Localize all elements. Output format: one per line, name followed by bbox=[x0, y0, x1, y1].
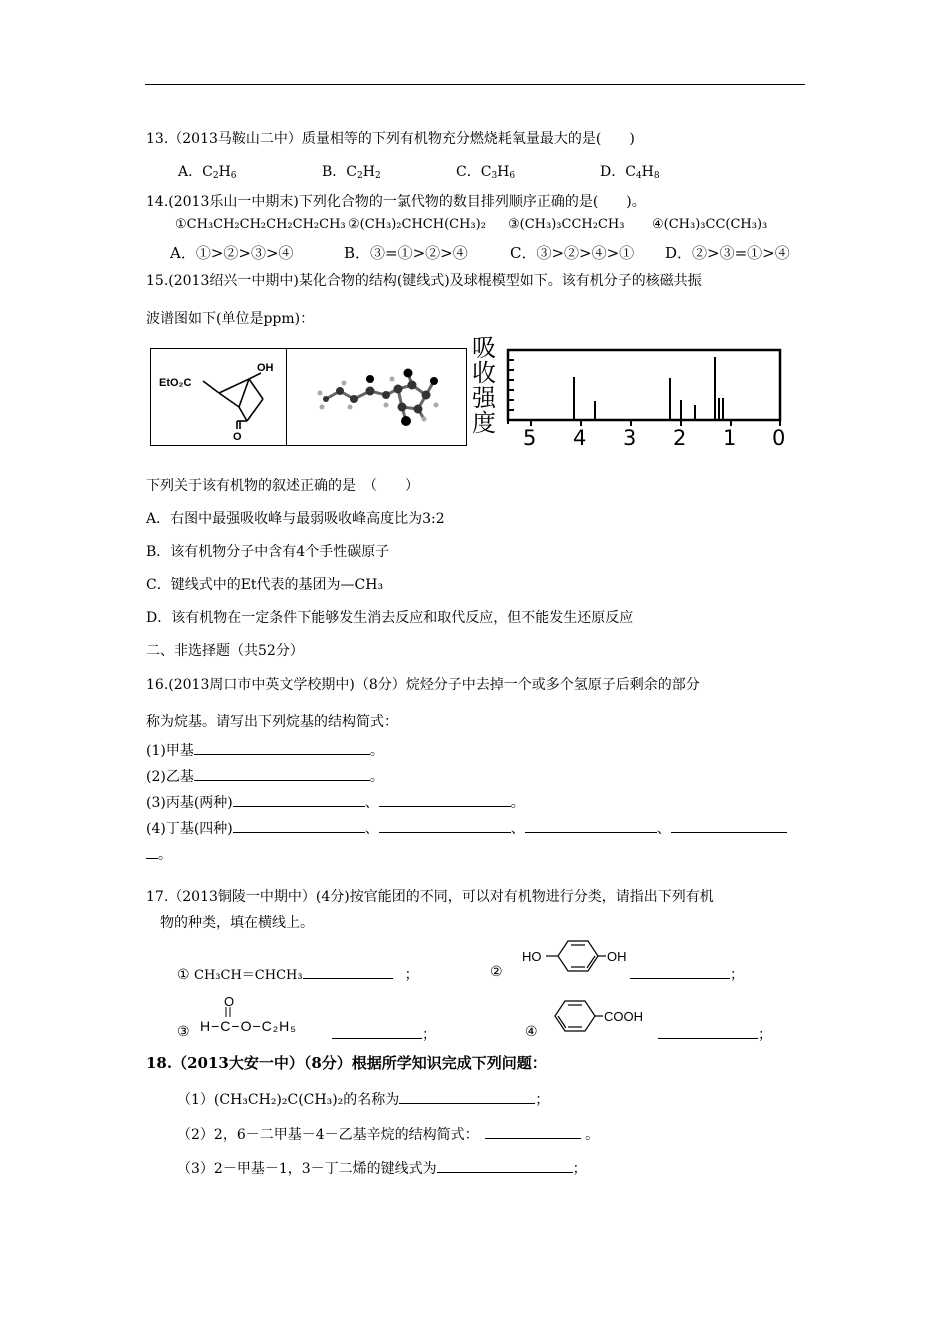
q15-option-b: B．该有机物分子中含有4个手性碳原子 bbox=[146, 544, 390, 560]
q14-stem: 14.(2013乐山一中期末)下列化合物的一氯代物的数目排列顺序正确的是( )。 bbox=[146, 194, 646, 210]
q17-item-3-num: ③ bbox=[177, 1024, 190, 1040]
answer-blank[interactable] bbox=[194, 740, 370, 755]
q16-item-4-cont: 。 bbox=[146, 844, 172, 864]
answer-blank[interactable] bbox=[233, 818, 365, 833]
answer-blank[interactable] bbox=[658, 1024, 758, 1039]
q14-option-a: A．①>②>③>④ bbox=[170, 244, 294, 262]
q17-item-2-num: ② bbox=[490, 964, 503, 980]
q17-item-3-formula: H−C−O−C₂H₅ bbox=[200, 1018, 297, 1034]
answer-blank[interactable] bbox=[630, 964, 730, 979]
benzoic-acid-structure bbox=[545, 996, 655, 1040]
tick-label: 5 bbox=[523, 426, 537, 450]
answer-blank[interactable] bbox=[379, 818, 511, 833]
header-rule bbox=[145, 84, 805, 85]
q17-item-4-num: ④ bbox=[525, 1024, 538, 1040]
q14-compound-2: ②(CH₃)₂CHCH(CH₃)₂ bbox=[348, 217, 486, 232]
q16-item-4: (4)丁基(四种) 、 、 、 bbox=[146, 818, 787, 838]
q17-item-1: ① CH₃CH＝CHCH₃ ； bbox=[177, 964, 419, 984]
tick-label: 2 bbox=[673, 426, 687, 450]
answer-blank[interactable] bbox=[437, 1158, 573, 1173]
q17-item-3-oxygen: O bbox=[224, 994, 235, 1009]
q13-option-b: B．$C_2H_2$ bbox=[322, 164, 381, 181]
q17-stem-line2: 物的种类，填在横线上。 bbox=[160, 915, 314, 931]
section-2-heading: 二、非选择题（共52分） bbox=[146, 643, 304, 659]
q16-item-2: (2)乙基 。 bbox=[146, 766, 384, 786]
q14-option-b: B．③=①>②>④ bbox=[344, 244, 468, 262]
ball-and-stick-model bbox=[288, 349, 466, 445]
keto-label: O bbox=[233, 431, 242, 443]
tick-label: 1 bbox=[723, 426, 737, 450]
answer-blank[interactable] bbox=[146, 844, 158, 859]
q15-option-c: C．键线式中的Et代表的基团为—CH₃ bbox=[146, 577, 384, 593]
q13-option-c: C．$C_3H_6$ bbox=[456, 164, 516, 181]
q17-item-2-blank: ； bbox=[630, 964, 744, 984]
q17-item-3-blank: ； bbox=[332, 1024, 436, 1044]
tick-label: 0 bbox=[772, 426, 786, 450]
q13-option-d: D．$C_4H_8$ bbox=[600, 164, 660, 181]
q16-stem-line2: 称为烷基。请写出下列烷基的结构简式： bbox=[146, 714, 398, 730]
q15-stem-line2: 波谱图如下(单位是ppm)： bbox=[146, 311, 315, 327]
carboxyl-label: COOH bbox=[604, 1009, 643, 1024]
hydroxyl-left: HO bbox=[522, 949, 542, 964]
q17-stem-line1: 17.（2013铜陵一中期中）(4分)按官能团的不同，可以对有机物进行分类，请指出下列有机 bbox=[146, 889, 714, 905]
answer-blank[interactable] bbox=[194, 766, 370, 781]
hydroxyl-right: OH bbox=[607, 949, 627, 964]
q15-option-a: A．右图中最强吸收峰与最弱吸收峰高度比为3:2 bbox=[146, 511, 445, 527]
q15-stem-line1: 15.(2013绍兴一中期中)某化合物的结构(键线式)及球棍模型如下。该有机分子的核磁共振 bbox=[146, 273, 702, 289]
tick-label: 4 bbox=[573, 426, 587, 450]
q18-item-3: （3）2－甲基－1，3－丁二烯的键线式为 ； bbox=[177, 1158, 587, 1178]
spectrum-minor-ticks bbox=[508, 360, 780, 426]
q14-compound-3: ③(CH₃)₃CCH₂CH₃ bbox=[508, 217, 625, 232]
hydroxyl-label: OH bbox=[257, 362, 274, 374]
q13-option-a: A．$C_2H_6$ bbox=[178, 164, 237, 181]
figure-divider bbox=[286, 349, 287, 445]
spectrum-peaks bbox=[574, 357, 723, 420]
q14-compound-4: ④(CH₃)₃CC(CH₃)₃ bbox=[652, 217, 768, 232]
q18-item-2: （2）2，6－二甲基－4－乙基辛烷的结构简式： 。 bbox=[177, 1124, 599, 1144]
spectrum-frame bbox=[508, 350, 780, 420]
q14-option-d: D．②>③=①>④ bbox=[665, 244, 790, 262]
answer-blank[interactable] bbox=[525, 818, 657, 833]
answer-blank[interactable] bbox=[671, 818, 787, 833]
answer-blank[interactable] bbox=[485, 1124, 581, 1139]
answer-blank[interactable] bbox=[233, 792, 365, 807]
answer-blank[interactable] bbox=[332, 1024, 422, 1039]
q15-prompt: 下列关于该有机物的叙述正确的是 （ ） bbox=[146, 478, 419, 494]
q14-compound-1: ①CH₃CH₂CH₂CH₂CH₂CH₃ bbox=[175, 217, 346, 232]
hydroquinone-structure bbox=[520, 936, 630, 980]
skeletal-formula bbox=[151, 349, 286, 445]
q13-stem: 13.（2013马鞍山二中）质量相等的下列有机物充分燃烧耗氧量最大的是( ) bbox=[146, 131, 635, 147]
q16-item-3: (3)丙基(两种) 、 。 bbox=[146, 792, 525, 812]
q15-structure-figure bbox=[150, 348, 467, 446]
answer-blank[interactable] bbox=[399, 1089, 535, 1104]
answer-blank[interactable] bbox=[379, 792, 511, 807]
spectrum-ylabel: 吸 收 强 度 bbox=[472, 334, 496, 437]
ester-label: EtO₂C bbox=[159, 377, 192, 389]
q18-item-1: （1）(CH₃CH₂)₂C(CH₃)₂的名称为 ； bbox=[177, 1089, 549, 1109]
q18-stem: 18.（2013大安一中）（8分）根据所学知识完成下列问题： bbox=[146, 1054, 547, 1072]
q15-option-d: D．该有机物在一定条件下能够发生消去反应和取代反应，但不能发生还原反应 bbox=[146, 610, 634, 626]
q16-item-1: (1)甲基 。 bbox=[146, 740, 384, 760]
tick-label: 3 bbox=[623, 426, 637, 450]
q17-item-4-blank: ； bbox=[658, 1024, 772, 1044]
answer-blank[interactable] bbox=[303, 964, 393, 979]
q16-stem-line1: 16.(2013周口市中英文学校期中)（8分）烷烃分子中去掉一个或多个氢原子后剩余的部分 bbox=[146, 677, 700, 693]
q14-option-c: C．③>②>④>① bbox=[510, 244, 635, 262]
